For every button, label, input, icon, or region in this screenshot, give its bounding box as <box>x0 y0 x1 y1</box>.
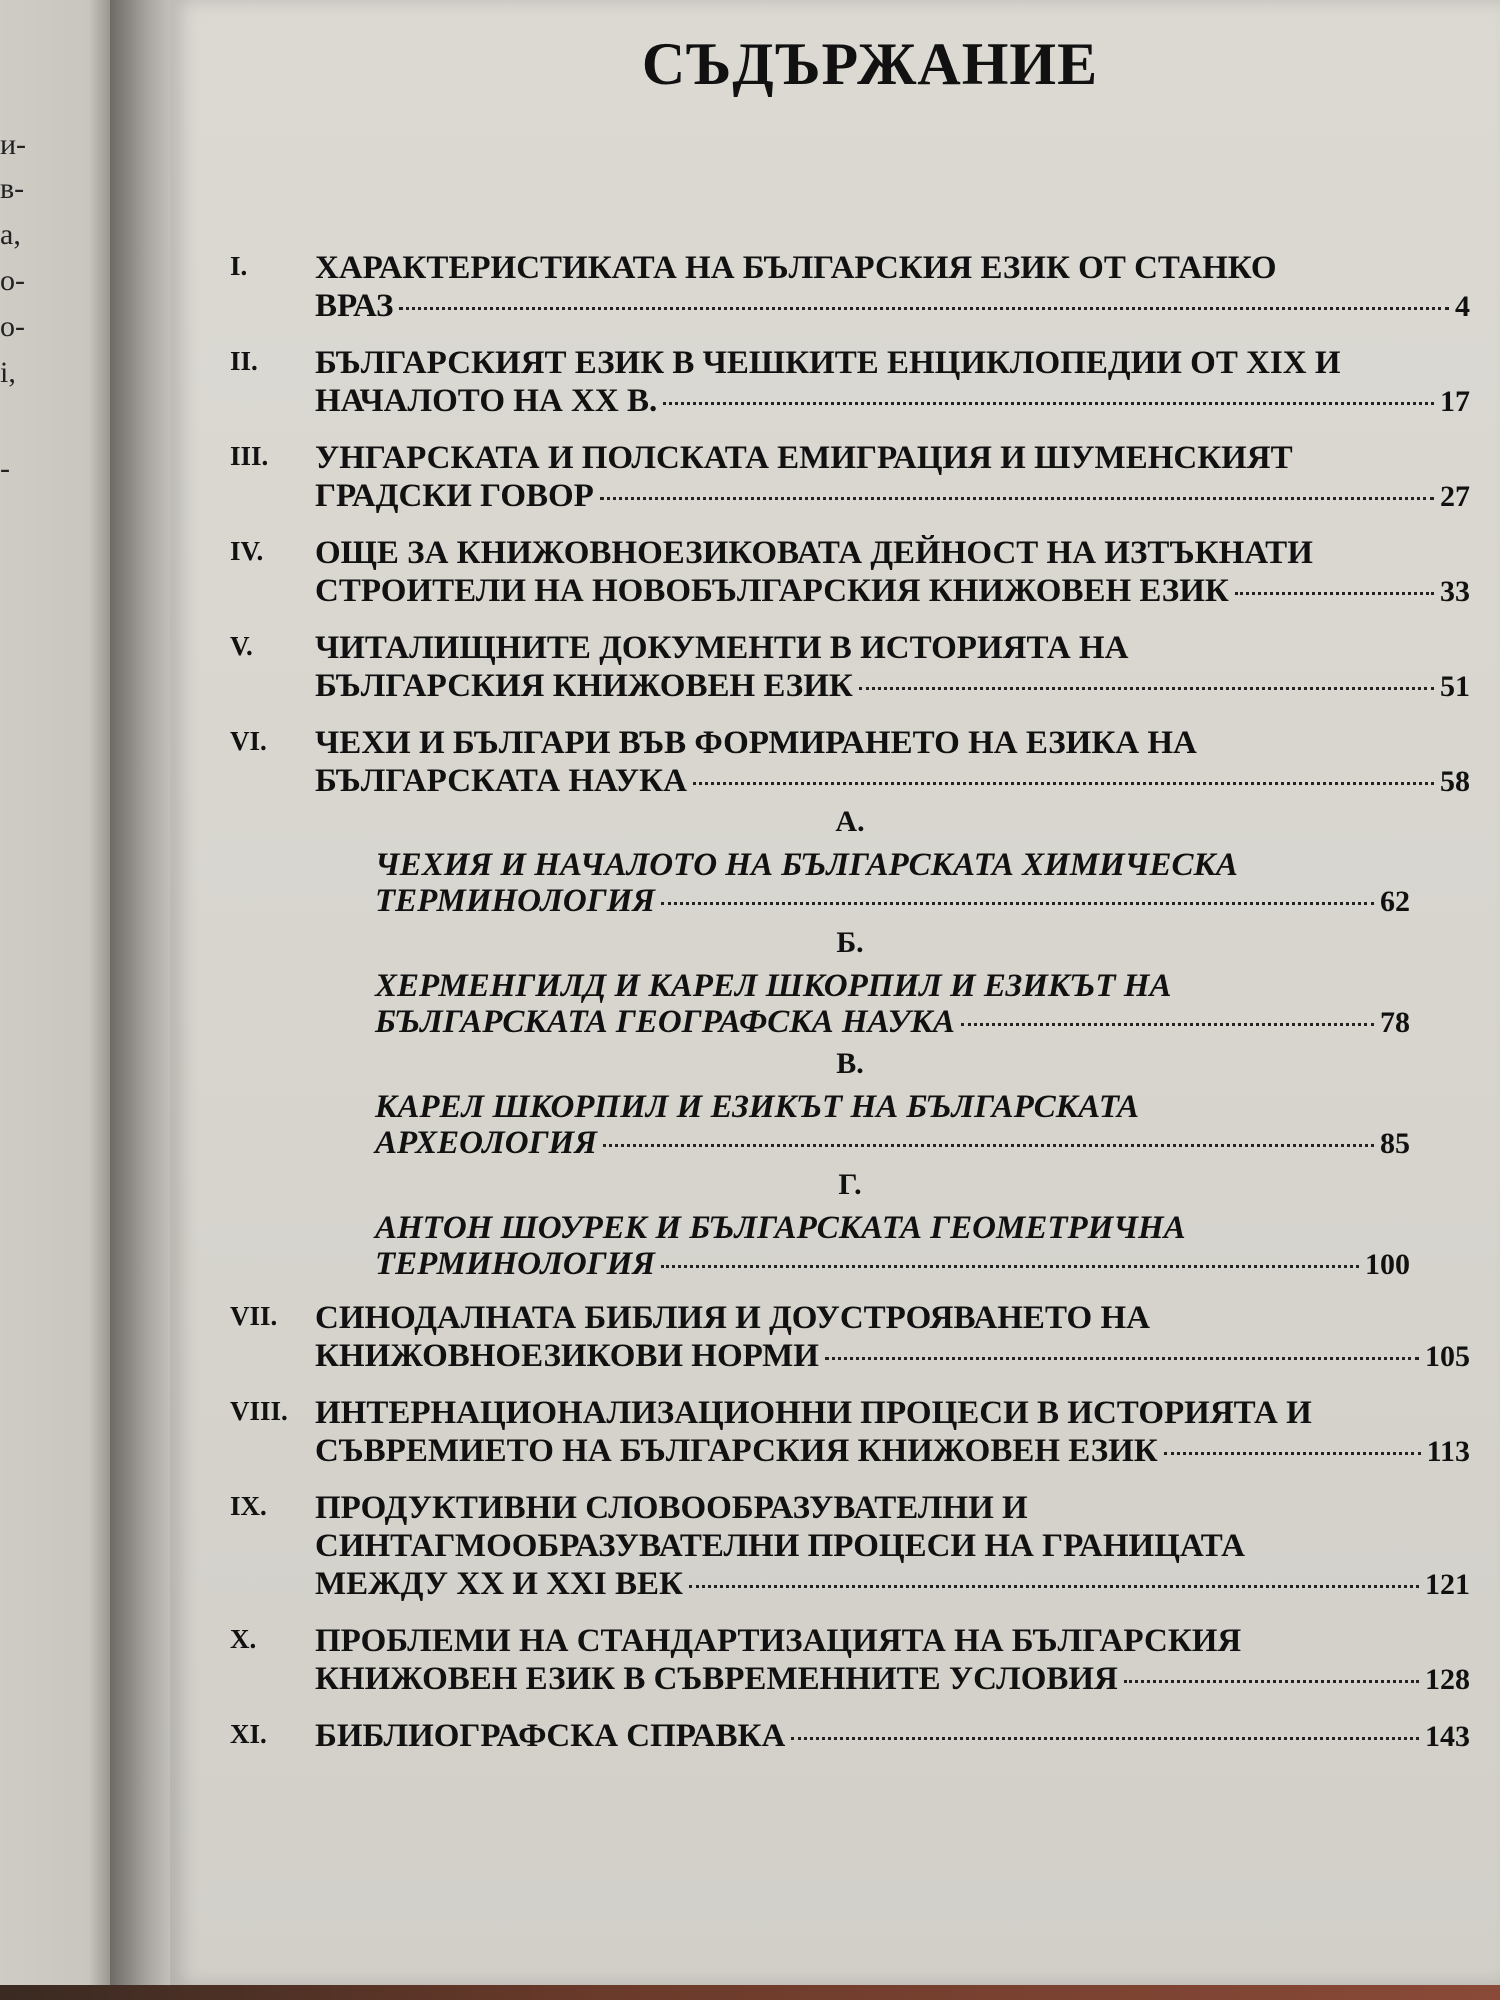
chapter-number: X. <box>230 1624 257 1654</box>
page-number: 4 <box>1455 290 1470 323</box>
chapter-title-line: ГРАДСКИ ГОВОР <box>315 478 594 514</box>
book-cover-edge <box>0 1985 1500 2000</box>
page-number: 100 <box>1365 1248 1410 1281</box>
chapter-title-line: СИНТАГМООБРАЗУВАТЕЛНИ ПРОЦЕСИ НА ГРАНИЦАТА <box>315 1528 1245 1564</box>
page-number: 105 <box>1425 1340 1470 1373</box>
chapter-number: I. <box>230 251 248 281</box>
page-number: 27 <box>1440 480 1470 513</box>
chapter-title-line: СТРОИТЕЛИ НА НОВОБЪЛГАРСКИЯ КНИЖОВЕН ЕЗИК <box>315 573 1229 609</box>
chapter-number: IX. <box>230 1491 267 1521</box>
dot-leader <box>661 1265 1359 1268</box>
page-number: 51 <box>1440 670 1470 703</box>
dot-leader <box>600 497 1434 500</box>
page-number: 85 <box>1380 1127 1410 1160</box>
page-number: 121 <box>1425 1568 1470 1601</box>
chapter-title-line: МЕЖДУ XX И XXI ВЕК <box>315 1566 683 1602</box>
chapter-title-line: ПРОБЛЕМИ НА СТАНДАРТИЗАЦИЯТА НА БЪЛГАРСКИЯ <box>315 1623 1242 1659</box>
left-page-fragment: о- <box>0 310 25 343</box>
dot-leader <box>791 1737 1419 1740</box>
left-page-fragment: а, <box>0 218 21 251</box>
contents-page <box>170 0 1500 1985</box>
dot-leader <box>663 402 1434 405</box>
dot-leader <box>693 782 1434 785</box>
chapter-title-line: СИНОДАЛНАТА БИБЛИЯ И ДОУСТРОЯВАНЕТО НА <box>315 1300 1150 1336</box>
toc-subentry <box>375 847 1410 920</box>
chapter-title-line: БИБЛИОГРАФСКА СПРАВКА <box>315 1718 786 1754</box>
chapter-title-line: УНГАРСКАТА И ПОЛСКАТА ЕМИГРАЦИЯ И ШУМЕНСКИЯТ <box>315 440 1293 476</box>
toc-entry <box>230 1394 1470 1471</box>
chapter-title-line: НАЧАЛОТО НА XX В. <box>315 383 658 419</box>
page-number: 62 <box>1380 885 1410 918</box>
dot-leader <box>399 307 1449 310</box>
subsection-title-line: ТЕРМИНОЛОГИЯ <box>375 883 656 919</box>
left-page-fragment: - <box>0 452 10 485</box>
toc-subentry <box>375 1210 1410 1283</box>
chapter-title-line: ЧИТАЛИЩНИТЕ ДОКУМЕНТИ В ИСТОРИЯТА НА <box>315 630 1129 666</box>
chapter-title-line: БЪЛГАРСКИЯТ ЕЗИК В ЧЕШКИТЕ ЕНЦИКЛОПЕДИИ ОТ XIX И <box>315 345 1341 381</box>
chapter-title-line: ИНТЕРНАЦИОНАЛИЗАЦИОННИ ПРОЦЕСИ В ИСТОРИЯТА И <box>315 1395 1312 1431</box>
toc-subentry <box>375 968 1410 1041</box>
chapter-title-line: ПРОДУКТИВНИ СЛОВООБРАЗУВАТЕЛНИ И <box>315 1490 1028 1526</box>
subsection-letter: Б. <box>836 926 864 959</box>
page-number: 58 <box>1440 765 1470 798</box>
chapter-title-line: ОЩЕ ЗА КНИЖОВНОЕЗИКОВАТА ДЕЙНОСТ НА ИЗТЪКНАТИ <box>315 535 1313 571</box>
toc-entry <box>230 724 1470 801</box>
subsection-title-line: ЧЕХИЯ И НАЧАЛОТО НА БЪЛГАРСКАТА ХИМИЧЕСКА <box>375 847 1238 883</box>
subsection-title-line: АНТОН ШОУРЕК И БЪЛГАРСКАТА ГЕОМЕТРИЧНА <box>375 1210 1186 1246</box>
toc-subentry <box>375 1089 1410 1162</box>
dot-leader <box>661 902 1374 905</box>
subsection-title-line: ХЕРМЕНГИЛД И КАРЕЛ ШКОРПИЛ И ЕЗИКЪТ НА <box>375 968 1172 1004</box>
subsection-letter: В. <box>836 1047 864 1080</box>
dot-leader <box>689 1585 1419 1588</box>
chapter-number: VI. <box>230 726 267 756</box>
dot-leader <box>1124 1680 1419 1683</box>
table-of-contents <box>230 30 1470 1774</box>
subsection-title-line: КАРЕЛ ШКОРПИЛ И ЕЗИКЪТ НА БЪЛГАРСКАТА <box>375 1089 1140 1125</box>
chapter-number: II. <box>230 346 258 376</box>
dot-leader <box>825 1357 1419 1360</box>
page-number: 17 <box>1440 385 1470 418</box>
dot-leader <box>603 1144 1374 1147</box>
page-number: 113 <box>1426 1435 1470 1468</box>
subsection-title-line: ТЕРМИНОЛОГИЯ <box>375 1246 656 1282</box>
chapter-title-line: ЧЕХИ И БЪЛГАРИ ВЪВ ФОРМИРАНЕТО НА ЕЗИКА НА <box>315 725 1197 761</box>
page-number: 128 <box>1425 1663 1470 1696</box>
subsection-letter: Г. <box>838 1168 862 1201</box>
left-page-fragment: о- <box>0 264 25 297</box>
subsection-title-line: БЪЛГАРСКАТА ГЕОГРАФСКА НАУКА <box>375 1004 955 1040</box>
toc-entry <box>230 1299 1470 1376</box>
dot-leader <box>961 1023 1374 1026</box>
subsection-letter: А. <box>835 805 865 838</box>
dot-leader <box>1235 592 1434 595</box>
chapter-title-line: ХАРАКТЕРИСТИКАТА НА БЪЛГАРСКИЯ ЕЗИК ОТ СТАНКО <box>315 250 1277 286</box>
left-page-fragment: и- <box>0 128 27 161</box>
chapter-title-line: СЪВРЕМИЕТО НА БЪЛГАРСКИЯ КНИЖОВЕН ЕЗИК <box>315 1433 1158 1469</box>
left-facing-page <box>0 0 110 2000</box>
toc-entry <box>230 1717 1470 1756</box>
chapter-title-line: КНИЖОВЕН ЕЗИК В СЪВРЕМЕННИТЕ УСЛОВИЯ <box>315 1661 1118 1697</box>
dot-leader <box>859 687 1434 690</box>
chapter-title-line: КНИЖОВНОЕЗИКОВИ НОРМИ <box>315 1338 819 1374</box>
toc-entry <box>230 629 1470 706</box>
chapter-title-line: БЪЛГАРСКИЯ КНИЖОВЕН ЕЗИК <box>315 668 853 704</box>
chapter-number: V. <box>230 631 253 661</box>
toc-entry <box>230 439 1470 516</box>
dot-leader <box>1164 1452 1421 1455</box>
chapter-number: VIII. <box>230 1396 288 1426</box>
chapter-title-line: БЪЛГАРСКАТА НАУКА <box>315 763 687 799</box>
page-number: 33 <box>1440 575 1470 608</box>
toc-entry <box>230 1489 1470 1604</box>
chapter-title-line: ВРАЗ <box>315 288 394 324</box>
chapter-number: XI. <box>230 1719 267 1749</box>
page-number: 78 <box>1380 1006 1410 1039</box>
left-page-fragment: і, <box>0 356 16 389</box>
toc-entry <box>230 249 1470 326</box>
chapter-number: IV. <box>230 536 264 566</box>
page-number: 143 <box>1425 1720 1470 1753</box>
chapter-number: VII. <box>230 1301 278 1331</box>
page-title: СЪДЪРЖАНИЕ <box>641 31 1099 97</box>
toc-entry <box>230 1622 1470 1699</box>
left-page-fragment: в- <box>0 172 25 205</box>
subsection-title-line: АРХЕОЛОГИЯ <box>375 1125 597 1161</box>
toc-entry <box>230 534 1470 611</box>
chapter-number: III. <box>230 441 269 471</box>
toc-entry <box>230 344 1470 421</box>
